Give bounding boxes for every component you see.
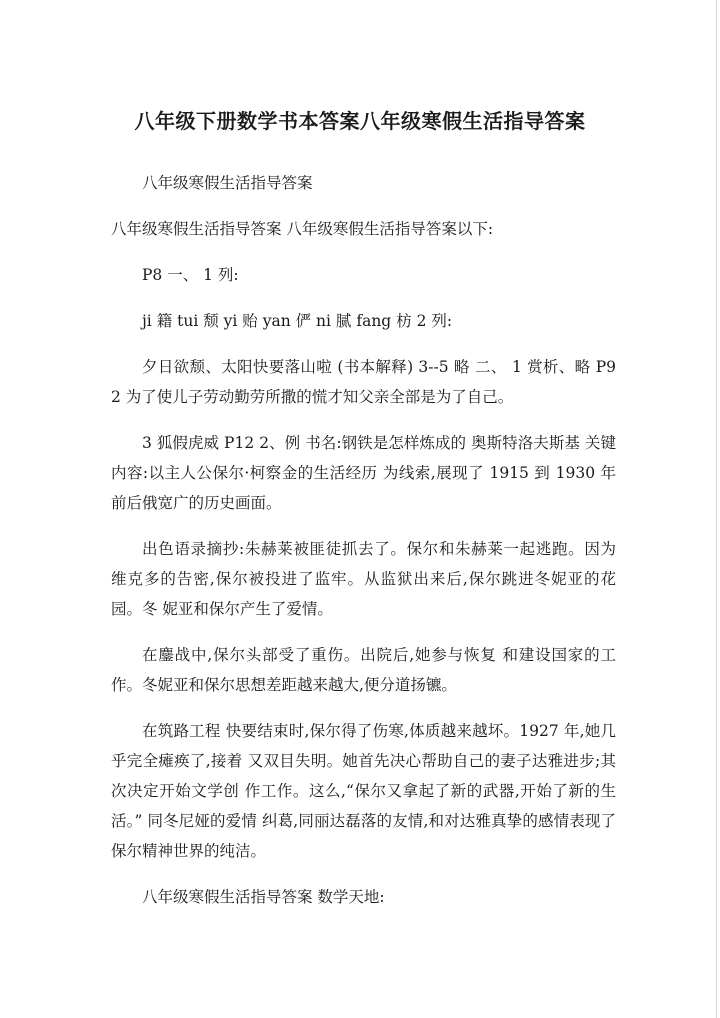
document-title: 八年级下册数学书本答案八年级寒假生活指导答案 [134, 109, 586, 134]
paragraph-road: 在筑路工程 快要结束时,保尔得了伤寒,体质越来越坏。1927 年,她几乎完全瘫痪了,接着 又双目失明。她首先决心帮助自己的妻子达雅进步;其次决定开始文学创 作工作。这么,“保尔又拿起了新的武器,开始了新的生活。” 同冬尼娅的爱情 纠葛,同丽达磊落的友情,和对达雅真挚的感情表现了保尔精神世界的纯洁。 [111, 722, 616, 860]
paragraph-math: 八年级寒假生活指导答案 数学天地: [142, 888, 385, 906]
paragraph-pinyin: ji 籍 tui 颓 yi 贻 yan 俨 ni 腻 fang 枋 2 列: [142, 312, 453, 330]
paragraph-subtitle: 八年级寒假生活指导答案 [142, 174, 313, 192]
paragraph-answers-1: 夕日欲颓、太阳快要落山啦 (书本解释) 3--5 略 二、 1 赏析、略 P9 2 为了使儿子劳动勤劳所撒的慌才知父亲全部是为了自己。 [111, 358, 616, 406]
paragraph-answers-2: 3 狐假虎威 P12 2、例 书名:钢铁是怎样炼成的 奥斯特洛夫斯基 关键内容:以主人公保尔·柯察金的生活经历 为线索,展现了 1915 到 1930 年前后俄宽广的历史画面。 [111, 434, 616, 512]
paragraph-intro: 八年级寒假生活指导答案 八年级寒假生活指导答案以下: [111, 220, 494, 238]
paragraph-battle: 在鏖战中,保尔头部受了重伤。出院后,她参与恢复 和建设国家的工作。冬妮亚和保尔思想差距越来越大,便分道扬镳。 [111, 646, 616, 694]
page-edge-divider [716, 0, 717, 1018]
paragraph-p8: P8 一、 1 列: [142, 266, 239, 284]
document-body [111, 168, 616, 928]
paragraph-quotes: 出色语录摘抄:朱赫莱被匪徒抓去了。保尔和朱赫莱一起逃跑。因为 维克多的告密,保尔被投进了监牢。从监狱出来后,保尔跳进冬妮亚的花园。冬 妮亚和保尔产生了爱情。 [111, 540, 616, 618]
